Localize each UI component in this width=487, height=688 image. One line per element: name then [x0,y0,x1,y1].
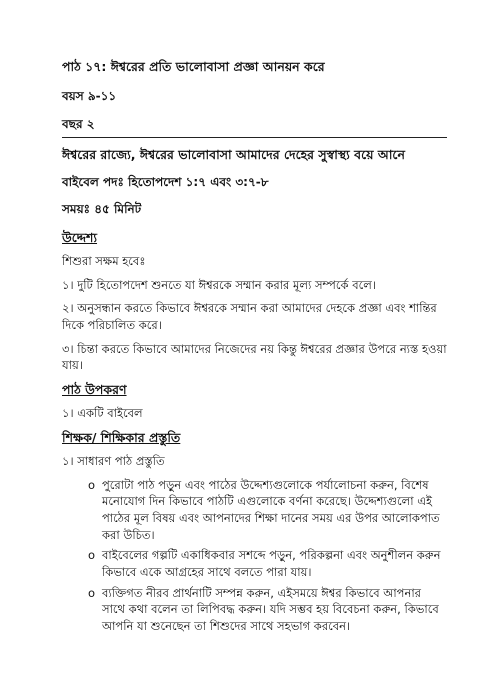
bible-verse: বাইবেল পদঃ হিতোপদেশ ১:৭ এবং ৩:৭-৮ [62,175,269,190]
materials-heading: পাঠ উপকরণ [62,381,127,397]
lesson-subtitle: ঈশ্বরের রাজ্যে, ঈশ্বরের ভালোবাসা আমাদের দেহের সুস্বাস্থ্য বয়ে আনে [62,146,405,162]
objectives-intro: শিশুরা সক্ষম হবেঃ [62,253,146,268]
list-item [88,585,447,635]
time-label: সময়ঃ ৪৫ মিনিট [62,202,142,217]
age-range: বয়স ৯-১১ [62,89,117,104]
teacher-prep-heading: শিক্ষক/ শিক্ষিকার প্রস্তুতি [62,429,181,445]
divider [62,137,447,138]
objective-item: ২। অনুসন্ধান করতে কিভাবে ঈশ্বরকে সম্মান করা আমাদের দেহকে প্রজ্ঞা এবং শান্তির দিকে পরিচালিত করে। [62,301,437,332]
circle-bullet-icon: o [88,585,96,600]
list-item [88,547,447,580]
circle-bullet-icon: o [88,477,96,492]
objectives-heading: উদ্দেশ্য [62,229,98,245]
prep-step-text: ব্যক্তিগত নীরব প্রার্থনাটি সম্পন্ন করুন, এইসময়ে ঈশ্বর কিভাবে আপনার সাথে কথা বলেন তা লিপিবদ্ধ করুন। যদি সম্ভব হয় বিবেচনা করুন, কিভাবে আপনি যা শুনেছেন তা শিশুদের সাথে সহভাগ করবেন। [102,585,439,633]
objective-item: ৩। চিন্তা করতে কিভাবে আমাদের নিজেদের নয় কিন্তু ঈশ্বরের প্রজ্ঞার উপরে ন্যস্ত হওয়া যায়। [62,341,447,373]
circle-bullet-icon: o [88,548,96,563]
prep-step-text: বাইবেলের গল্পটি একাধিকবার সশব্দে পড়ুন, পরিকল্পনা এবং অনুশীলন করুন কিভাবে একে আগ্রহের সাথে বলতে পারা যায়। [102,548,441,579]
objective-item: ১। দুটি হিতোপদেশ শুনতে যা ঈশ্বরকে সম্মান করার মূল্য সম্পর্কে বলে। [62,277,376,292]
material-item: ১। একটি বাইবেল [62,406,143,421]
list-item [88,477,447,544]
prep-step-text: পুরোটা পাঠ পড়ুন এবং পাঠের উদ্দেশ্যগুলোকে পর্যালোচনা করুন, বিশেষ মনোযোগ দিন কিভাবে পাঠটি এগুলোকে বর্ণনা করেছে। উদ্দেশ্যগুলো এই পাঠের মূল বিষয় এবং আপনাদের শিক্ষা দানের সময় এর উপর আলোকপাত করা উচিত। [102,477,440,542]
teacher-prep-list [62,477,447,635]
year-label: বছর ২ [62,116,95,131]
teacher-prep-intro: ১। সাধারণ পাঠ প্রস্তুতি [62,453,165,468]
lesson-title: পাঠ ১৭: ঈশ্বরের প্রতি ভালোবাসা প্রজ্ঞা আনয়ন করে [62,59,325,74]
